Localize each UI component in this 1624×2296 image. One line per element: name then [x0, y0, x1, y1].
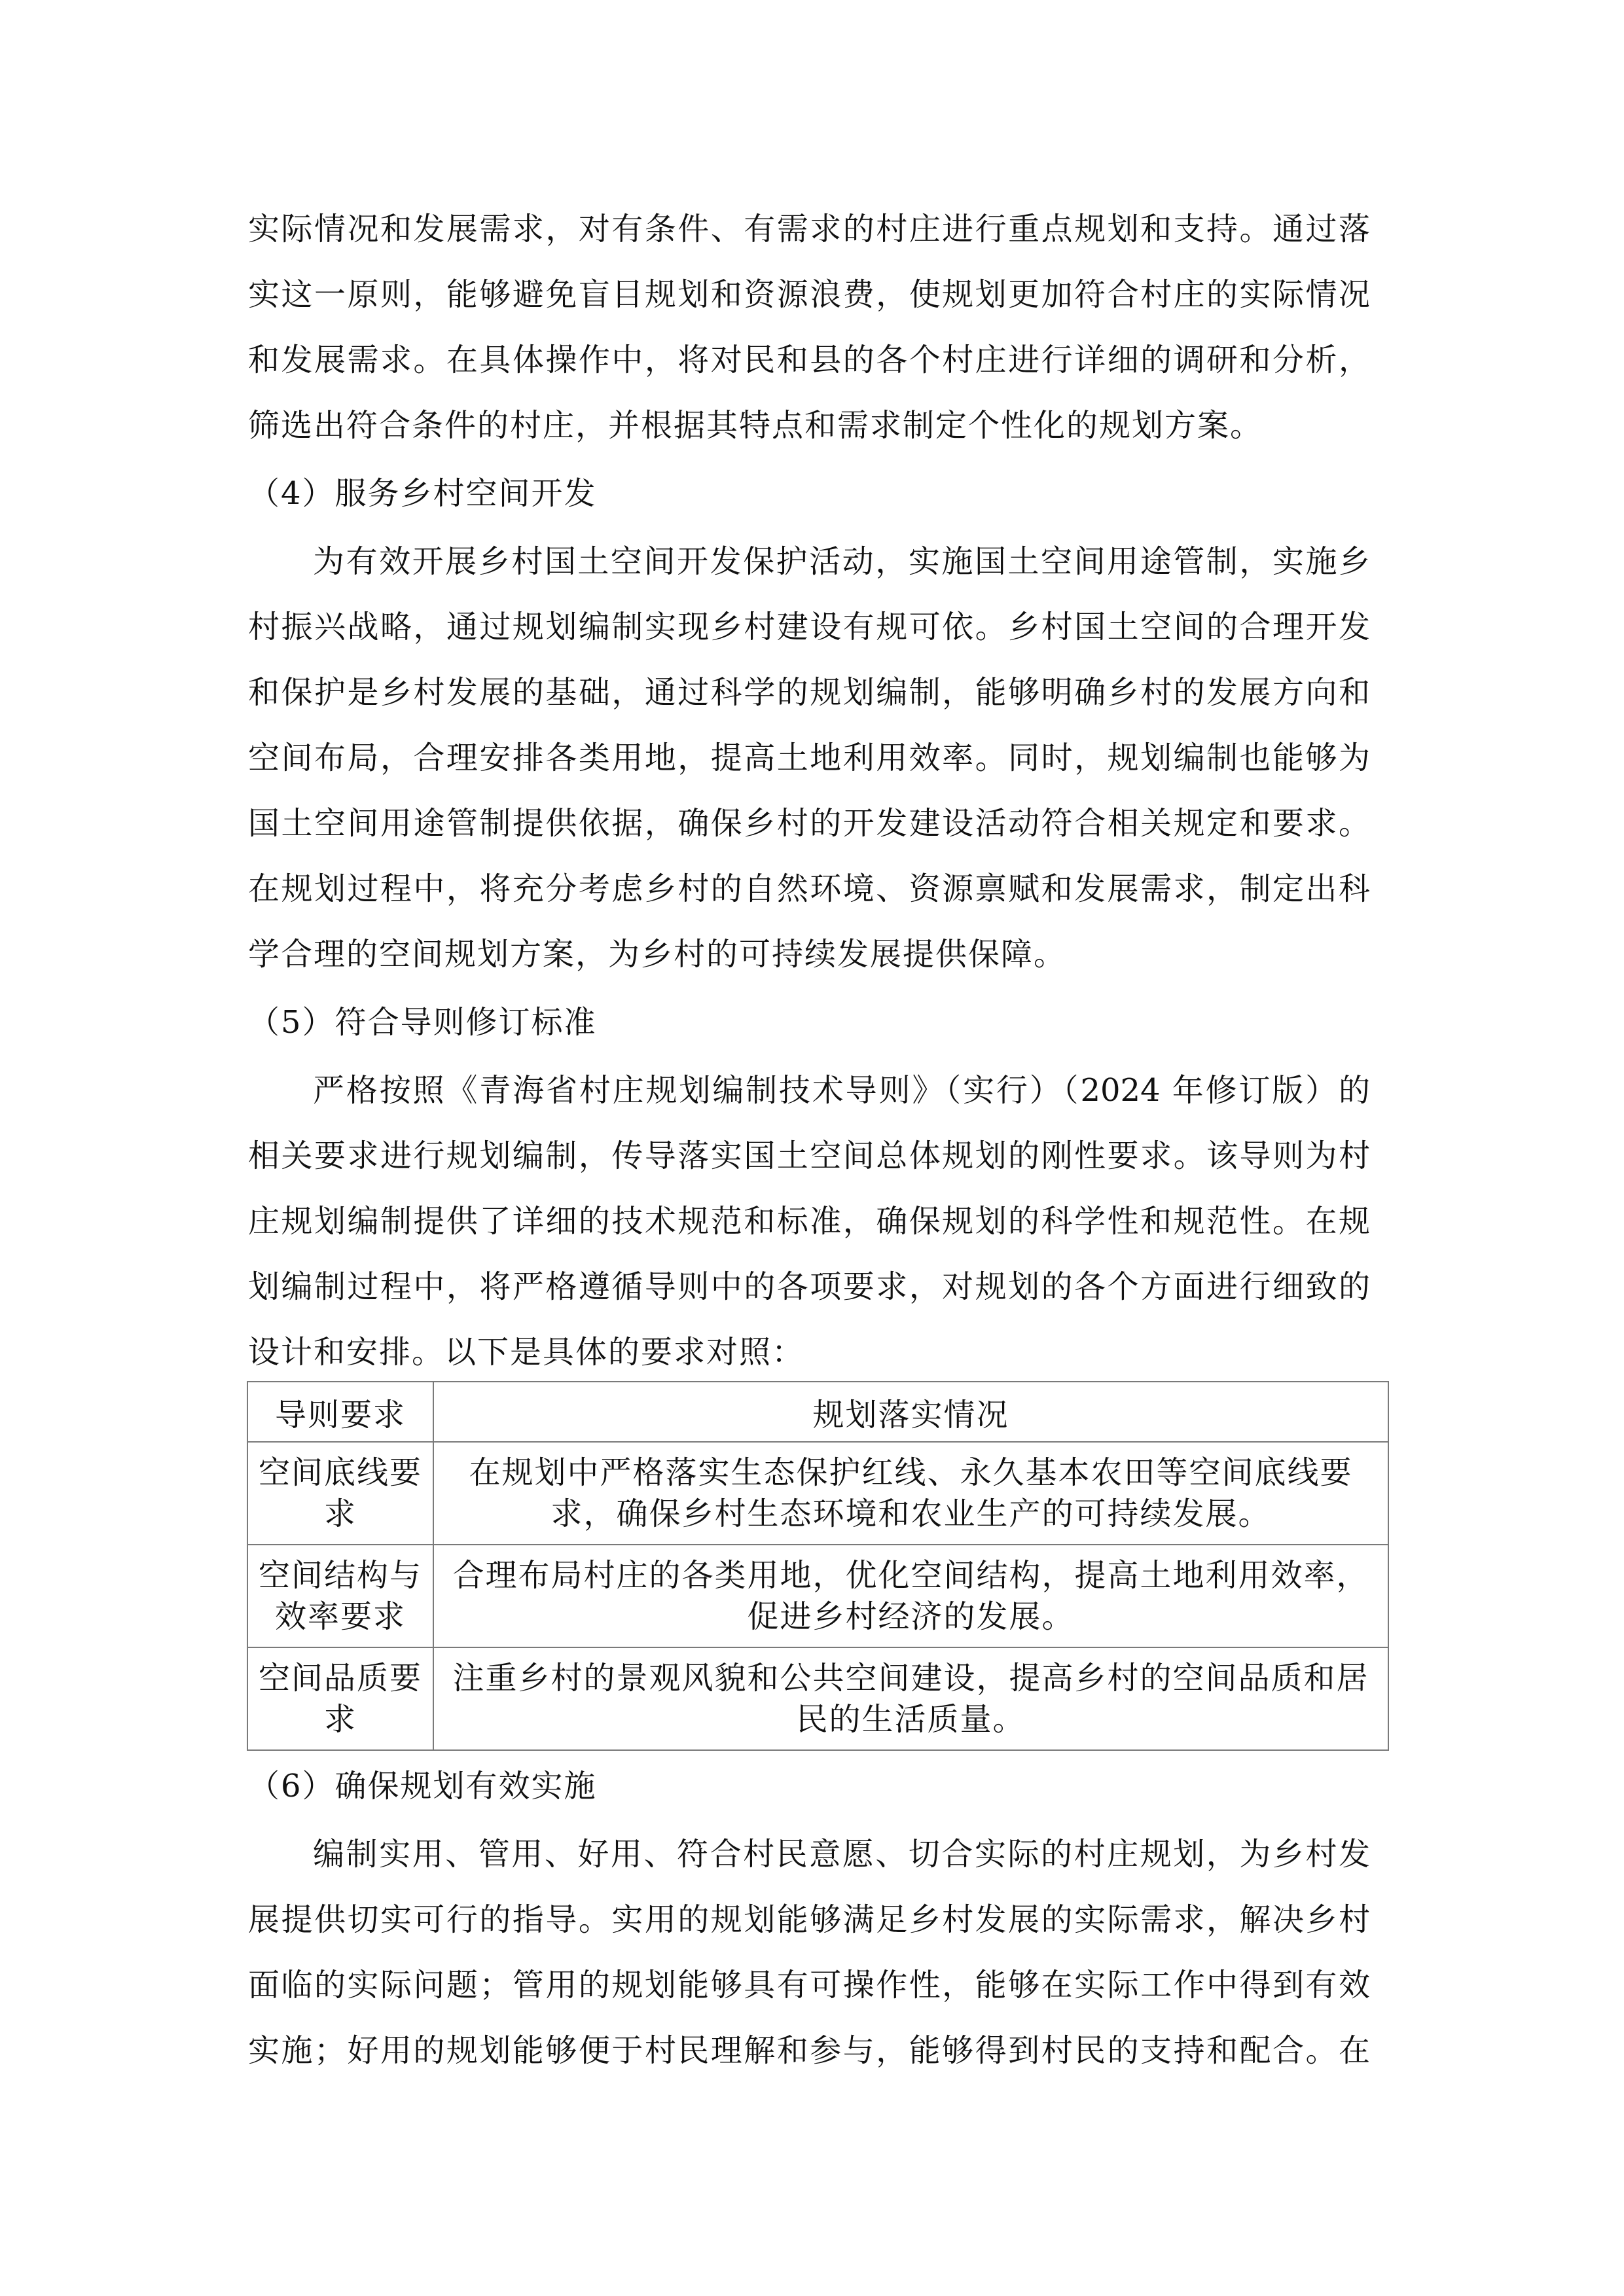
text-line: 村振兴战略，通过规划编制实现乡村建设有规可依。乡村国土空间的合理开发 [248, 609, 1370, 645]
text-line: 面临的实际问题；管用的规划能够具有可操作性，能够在实际工作中得到有效 [248, 1967, 1370, 2003]
cell-line: 合理布局村庄的各类用地，优化空间结构，提高土地利用效率， [452, 1556, 1369, 1594]
text-line: 国土空间用途管制提供依据，确保乡村的开发建设活动符合相关规定和要求。 [248, 805, 1370, 842]
table-row [247, 1545, 1388, 1647]
text-line: 实际情况和发展需求，对有条件、有需求的村庄进行重点规划和支持。通过落 [248, 211, 1370, 247]
requirement-cell [247, 1442, 433, 1545]
table-row [247, 1647, 1388, 1750]
text-line: 实这一原则，能够避免盲目规划和资源浪费，使规划更加符合村庄的实际情况 [248, 276, 1370, 313]
implementation-cell [433, 1442, 1388, 1545]
text-line: 筛选出符合条件的村庄，并根据其特点和需求制定个性化的规划方案。 [248, 407, 1263, 444]
text-line: 编制实用、管用、好用、符合村民意愿、切合实际的村庄规划，为乡村发 [313, 1836, 1370, 1873]
text-line: 和发展需求。在具体操作中，将对民和县的各个村庄进行详细的调研和分析， [248, 342, 1370, 378]
table-header-requirement: 导则要求 [247, 1382, 433, 1442]
table-row [247, 1442, 1388, 1545]
paragraph-guideline-standards [248, 1058, 1370, 1385]
text-line: 在规划过程中，将充分考虑乡村的自然环境、资源禀赋和发展需求，制定出科 [248, 870, 1370, 907]
text-line: 空间布局，合理安排各类用地，提高土地利用效率。同时，规划编制也能够为 [248, 740, 1370, 776]
cell-line: 求，确保乡村生态环境和农业生产的可持续发展。 [550, 1495, 1271, 1532]
text-line: 相关要求进行规划编制，传导落实国土空间总体规划的刚性要求。该导则为村 [248, 1138, 1370, 1174]
cell-line: 空间底线要 [258, 1454, 422, 1491]
cell-line: 注重乡村的景观风貌和公共空间建设，提高乡村的空间品质和居 [452, 1659, 1369, 1696]
cell-line: 求 [323, 1700, 357, 1738]
text-line: 实施；好用的规划能够便于村民理解和参与，能够得到村民的支持和配合。在 [248, 2032, 1370, 2069]
cell-line: 在规划中严格落实生态保护红线、永久基本农田等空间底线要 [469, 1454, 1353, 1491]
section-heading-4: （4）服务乡村空间开发 [248, 475, 597, 512]
requirements-table [247, 1381, 1389, 1751]
table-header-row [247, 1382, 1388, 1442]
section-heading-6: （6）确保规划有效实施 [248, 1768, 597, 1804]
table-header-implementation: 规划落实情况 [433, 1382, 1388, 1442]
text-line: 为有效开展乡村国土空间开发保护活动，实施国土空间用途管制，实施乡 [313, 543, 1370, 580]
text-line: 严格按照《青海省村庄规划编制技术导则》（实行）（2024 年修订版）的 [313, 1072, 1370, 1109]
text-line: 展提供切实可行的指导。实用的规划能够满足乡村发展的实际需求，解决乡村 [248, 1901, 1370, 1938]
implementation-cell [433, 1647, 1388, 1750]
cell-line: 空间品质要 [258, 1659, 422, 1696]
text-line: 学合理的空间规划方案，为乡村的可持续发展提供保障。 [248, 936, 1067, 973]
page-content [248, 196, 1370, 2083]
requirement-cell [247, 1545, 433, 1647]
implementation-cell [433, 1545, 1388, 1647]
cell-line: 民的生活质量。 [796, 1700, 1026, 1738]
paragraph-continuation [248, 196, 1370, 458]
paragraph-rural-space-development [248, 529, 1370, 987]
cell-line: 求 [323, 1495, 357, 1532]
requirement-cell [247, 1647, 433, 1750]
cell-line: 效率要求 [274, 1598, 406, 1635]
text-line: 和保护是乡村发展的基础，通过科学的规划编制，能够明确乡村的发展方向和 [248, 674, 1370, 711]
text-line: 划编制过程中，将严格遵循导则中的各项要求，对规划的各个方面进行细致的 [248, 1268, 1370, 1305]
paragraph-effective-implementation [248, 1821, 1370, 2083]
text-line: 设计和安排。以下是具体的要求对照： [248, 1334, 805, 1371]
cell-line: 空间结构与 [258, 1556, 422, 1594]
text-line: 庄规划编制提供了详细的技术规范和标准，确保规划的科学性和规范性。在规 [248, 1203, 1370, 1240]
cell-line: 促进乡村经济的发展。 [747, 1598, 1075, 1635]
section-heading-5: （5）符合导则修订标准 [248, 1004, 597, 1041]
